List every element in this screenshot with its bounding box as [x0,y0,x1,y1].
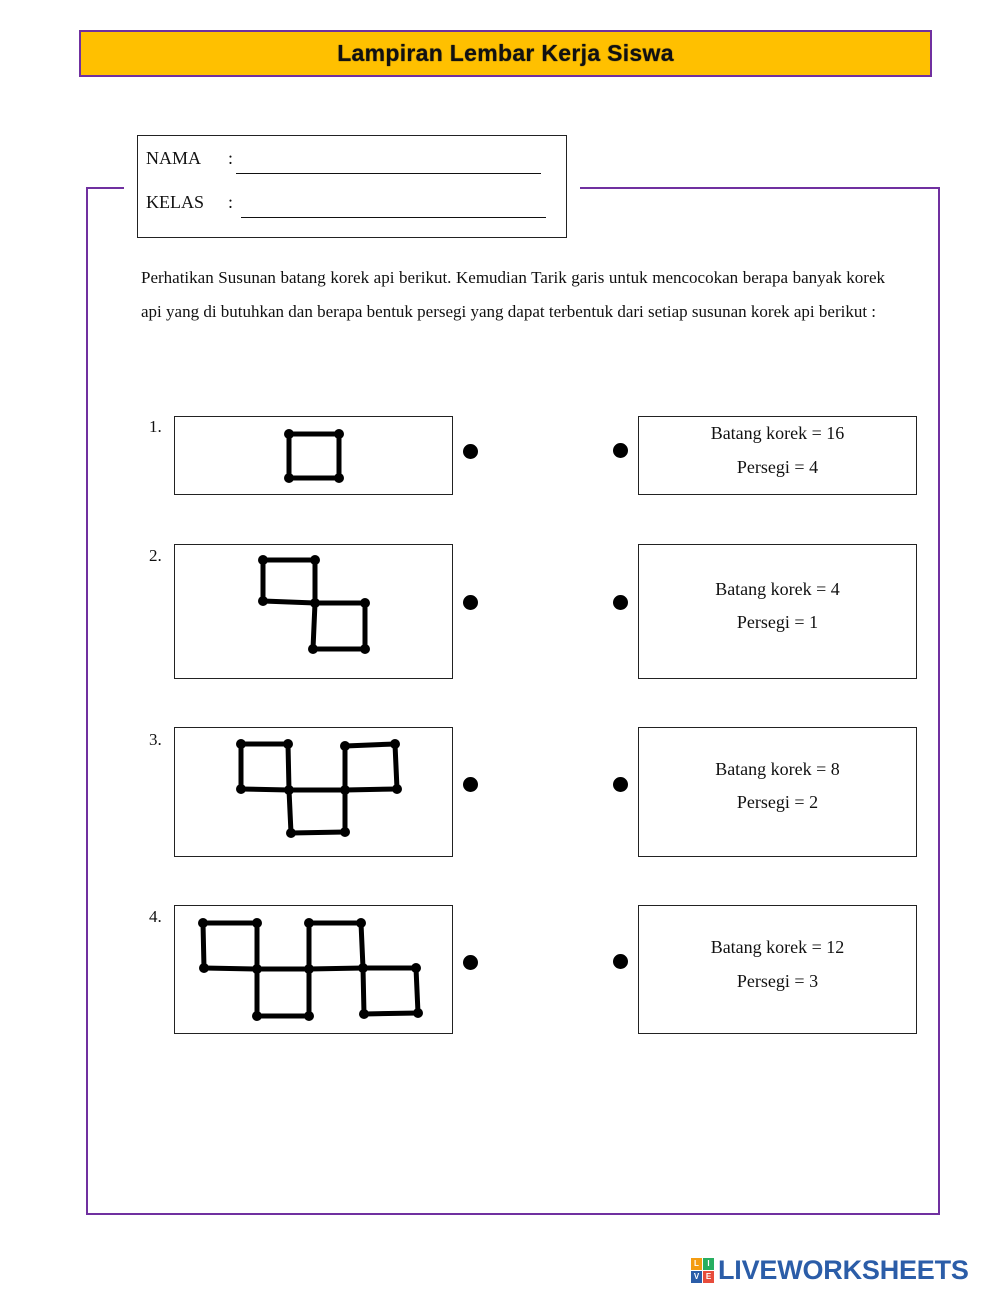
item-number-3: 3. [149,730,162,749]
instructions-text: Perhatikan Susunan batang korek api berikut. Kemudian Tarik garis untuk mencocokan berapa banyak korek api yang di butuhkan dan berapa bentuk persegi yang dapat terbentuk dari setiap susunan korek api berikut : [141,268,885,321]
left-connect-dot-2[interactable] [463,595,478,610]
three-squares-matchstick-figure [175,728,454,858]
left-connect-dot-1[interactable] [463,444,478,459]
answer-4-squares: Persegi = 3 [736,971,819,991]
answer-1-squares: Persegi = 4 [736,457,819,477]
logo-letter-i: I [703,1258,714,1270]
answer-2-squares: Persegi = 1 [736,612,819,632]
figure-box-1 [174,416,453,495]
class-input-line[interactable] [241,217,546,218]
answer-4-matches: Batang korek = 12 [710,937,845,957]
figure-box-3 [174,727,453,857]
answer-box-4 [638,905,917,1034]
right-connect-dot-3[interactable] [613,777,628,792]
identity-box [137,135,567,238]
title-bar [79,30,932,77]
answer-1-matches: Batang korek = 16 [710,423,845,443]
left-connect-dot-3[interactable] [463,777,478,792]
name-label: NAMA [146,148,202,168]
two-squares-diagonal-matchstick-figure [175,545,454,680]
class-colon: : [228,192,234,212]
name-colon: : [228,148,234,168]
answer-3-matches: Batang korek = 8 [715,759,840,779]
name-input-line[interactable] [236,173,541,174]
page-title: Lampiran Lembar Kerja Siswa [337,40,674,66]
logo-letter-e: E [703,1271,714,1283]
left-connect-dot-4[interactable] [463,955,478,970]
worksheet-frame [86,187,940,1215]
logo-letter-l: L [691,1258,702,1270]
item-number-4: 4. [149,907,162,926]
answer-box-1 [638,416,917,495]
logo-mark-icon [691,1258,715,1284]
answer-3-squares: Persegi = 2 [736,792,819,812]
item-number-2: 2. [149,546,162,565]
right-connect-dot-2[interactable] [613,595,628,610]
answer-2-matches: Batang korek = 4 [715,579,840,599]
logo-letter-v: V [691,1271,702,1283]
answer-box-2 [638,544,917,679]
brand-name: LIVEWORKSHEETS [718,1255,969,1285]
answer-box-3 [638,727,917,857]
item-number-1: 1. [149,417,162,436]
right-connect-dot-4[interactable] [613,954,628,969]
liveworksheets-logo [691,1255,969,1286]
one-square-matchstick-figure [175,417,454,496]
four-squares-matchstick-figure [175,906,454,1035]
figure-box-4 [174,905,453,1034]
class-label: KELAS [146,192,204,212]
right-connect-dot-1[interactable] [613,443,628,458]
figure-box-2 [174,544,453,679]
